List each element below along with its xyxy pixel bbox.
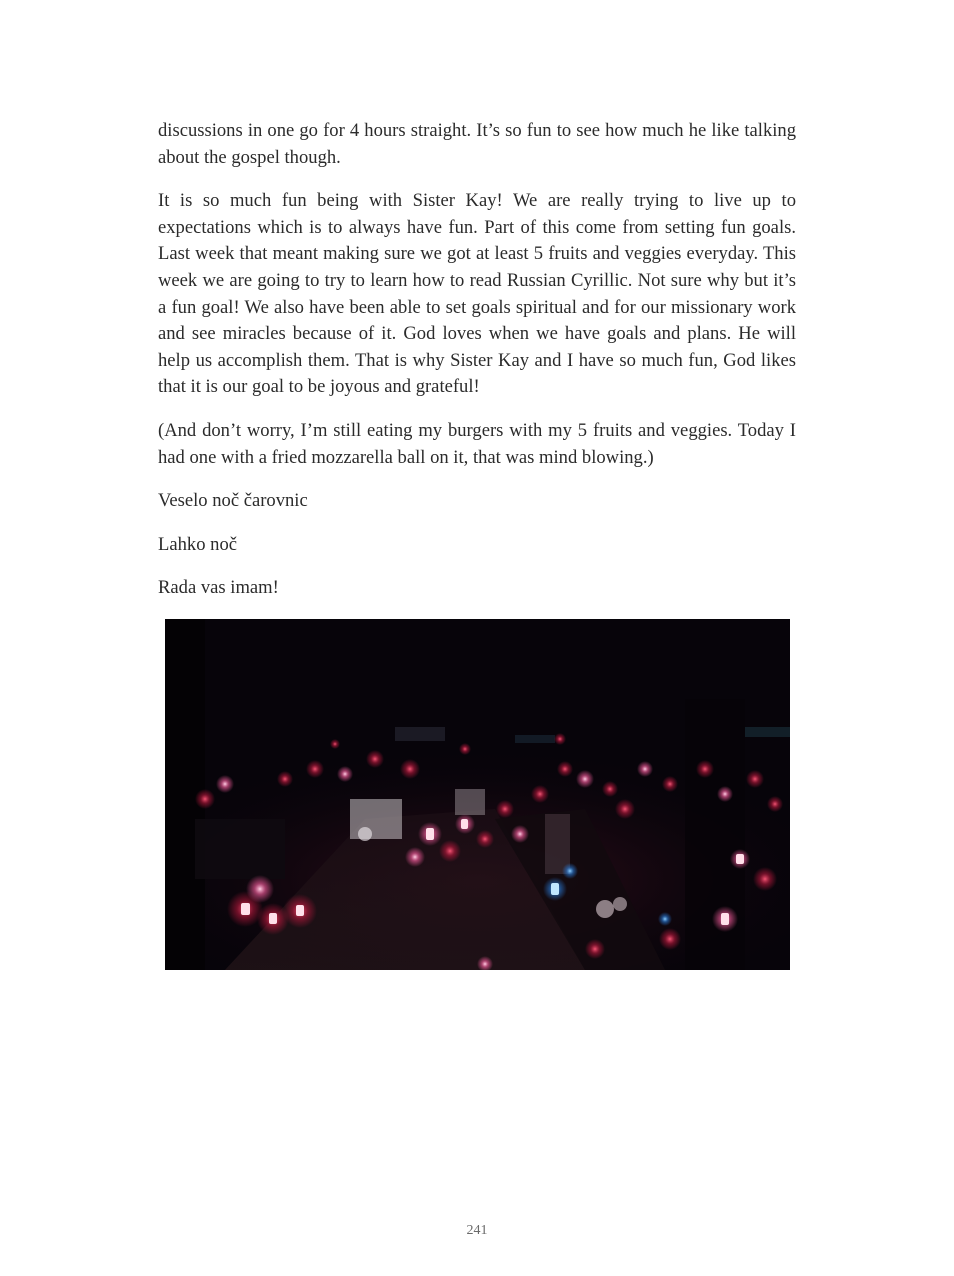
page-number: 241 <box>466 1223 488 1238</box>
closing-line: Lahko noč <box>158 533 237 555</box>
body-text <box>158 118 796 619</box>
blue-candle-cores <box>551 883 559 895</box>
paragraph: discussions in one go for 4 hours straight. It’s so fun to see how much he like talking about the gospel though. <box>158 120 796 168</box>
cemetery-candles-photo <box>165 619 790 970</box>
closing-line: Rada vas imam! <box>158 577 279 599</box>
paragraph: It is so much fun being with Sister Kay! We are really trying to live up to expectations which is to always have fun. Part of this come from setting fun goals. Last week that meant making sure we got at least 5 fruits and veggies everyday. This week we are going to try to learn how to read Russian Cyrillic. Not sure why but it’s a fun goal! We also have been able to set goals spiritual and for our missionary work and see miracles because of it. God loves when we have goals and plans. He will help us accomplish them. That is why Sister Kay and I have so much fun, God likes that it is our goal to be joyous and grateful! <box>158 190 796 398</box>
photo-illustration <box>165 619 790 970</box>
paragraph: (And don’t worry, I’m still eating my burgers with my 5 fruits and veggies. Today I had one with a fried mozzarella ball on it, that was mind blowing.) <box>158 419 796 468</box>
closing-line: Veselo noč čarovnic <box>158 490 308 512</box>
